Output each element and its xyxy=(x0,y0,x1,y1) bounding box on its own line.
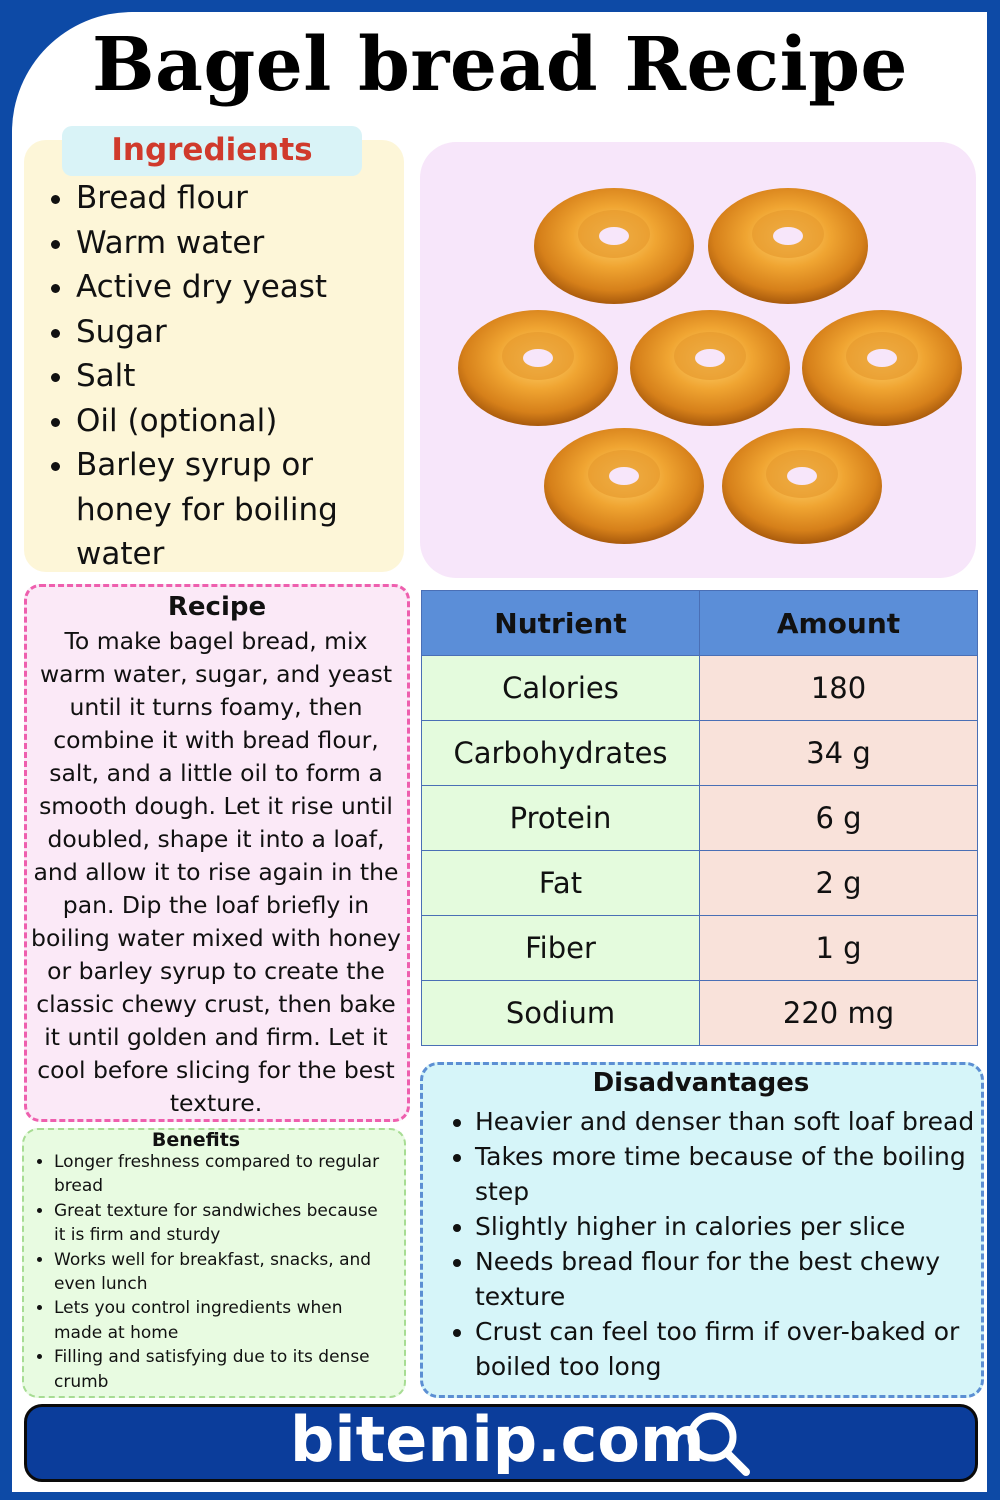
column-header: Nutrient xyxy=(422,591,700,656)
list-item: • Warm water xyxy=(76,221,396,266)
recipe-heading: Recipe xyxy=(167,592,267,622)
bagel-icon xyxy=(720,418,884,546)
amount-cell: 1 g xyxy=(700,916,978,981)
list-item: • Works well for breakfast, snacks, and even lunch xyxy=(54,1248,384,1297)
nutrient-cell: Fat xyxy=(422,851,700,916)
table-row xyxy=(422,916,978,981)
list-item: • Barley syrup or honey for boiling water xyxy=(76,443,396,577)
table-header-row xyxy=(422,591,978,656)
bagel-icon xyxy=(542,418,706,546)
search-icon[interactable] xyxy=(682,1408,754,1478)
list-item: • Longer freshness compared to regular bread xyxy=(54,1150,384,1199)
nutrient-cell: Fiber xyxy=(422,916,700,981)
amount-cell: 6 g xyxy=(700,786,978,851)
disadvantages-heading: Disadvantages xyxy=(592,1068,810,1098)
amount-cell: 180 xyxy=(700,656,978,721)
table-row xyxy=(422,981,978,1046)
nutrition-table xyxy=(421,590,978,1046)
table-row xyxy=(422,656,978,721)
bagel-icon xyxy=(628,300,792,428)
column-header: Amount xyxy=(700,591,978,656)
bagel-icon xyxy=(706,178,870,306)
list-item: • Salt xyxy=(76,354,396,399)
list-item: • Needs bread flour for the best chewy texture xyxy=(475,1244,975,1314)
list-item: • Sugar xyxy=(76,310,396,355)
table-row xyxy=(422,851,978,916)
list-item: • Crust can feel too firm if over-baked or boiled too long xyxy=(475,1314,975,1384)
bagel-icon xyxy=(800,300,964,428)
disadvantages-list xyxy=(448,1104,975,1384)
bagel-icon xyxy=(456,300,620,428)
list-item: • Bread flour xyxy=(76,176,396,221)
list-item: • Slightly higher in calories per slice xyxy=(475,1209,975,1244)
ingredients-heading: Ingredients xyxy=(62,126,362,176)
nutrient-cell: Carbohydrates xyxy=(422,721,700,786)
amount-cell: 220 mg xyxy=(700,981,978,1046)
amount-cell: 2 g xyxy=(700,851,978,916)
benefits-heading: Benefits xyxy=(151,1129,241,1151)
list-item: • Oil (optional) xyxy=(76,399,396,444)
ingredients-list xyxy=(40,176,396,577)
list-item: • Filling and satisfying due to its dense crumb xyxy=(54,1345,384,1394)
page-title: Bagel bread Recipe xyxy=(91,22,909,108)
table-row xyxy=(422,786,978,851)
list-item: • Heavier and denser than soft loaf bread xyxy=(475,1104,975,1139)
list-item: • Great texture for sandwiches because it is firm and sturdy xyxy=(54,1199,384,1248)
recipe-text: To make bagel bread, mix warm water, sugar, and yeast until it turns foamy, then combine it with bread flour, salt, and a little oil to form a smooth dough. Let it rise until doubled, shape it into a loaf, and allow it to rise again in the pan. Dip the loaf briefly in boiling water mixed with honey or barley syrup to create the classic chewy crust, then bake it until golden and firm. Let it cool before slicing for the best texture. xyxy=(31,627,401,1117)
list-item: • Lets you control ingredients when made at home xyxy=(54,1296,384,1345)
table-row xyxy=(422,721,978,786)
amount-cell: 34 g xyxy=(700,721,978,786)
nutrient-cell: Protein xyxy=(422,786,700,851)
bagel-icon xyxy=(532,178,696,306)
nutrient-cell: Calories xyxy=(422,656,700,721)
list-item: • Takes more time because of the boiling step xyxy=(475,1139,975,1209)
nutrient-cell: Sodium xyxy=(422,981,700,1046)
benefits-list xyxy=(34,1150,384,1394)
bagel-image xyxy=(420,142,976,578)
list-item: • Active dry yeast xyxy=(76,265,396,310)
site-link[interactable]: bitenip.com xyxy=(290,1403,705,1476)
